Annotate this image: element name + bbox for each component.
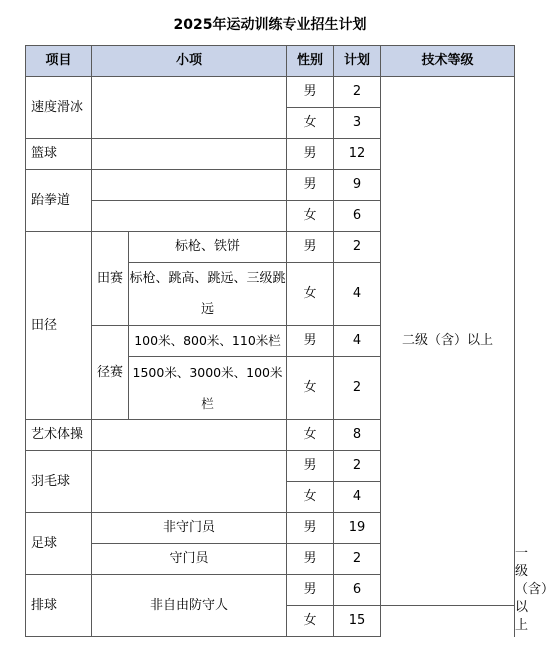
subitem-cell: 非自由防守人 <box>92 575 287 637</box>
header-level: 技术等级 <box>381 46 515 77</box>
subitem-empty <box>92 139 287 170</box>
enrollment-table <box>25 45 554 637</box>
plan-cell: 12 <box>334 139 381 170</box>
gender-cell: 女 <box>287 606 334 637</box>
header-gender: 性别 <box>287 46 334 77</box>
gender-cell: 男 <box>287 232 334 263</box>
plan-cell: 9 <box>334 170 381 201</box>
plan-cell: 2 <box>334 451 381 482</box>
item-speed-skating: 速度滑冰 <box>26 77 92 139</box>
gender-cell: 女 <box>287 482 334 513</box>
header-plan: 计划 <box>334 46 381 77</box>
item-badminton: 羽毛球 <box>26 451 92 513</box>
page-title: 2025年运动训练专业招生计划 <box>173 17 367 33</box>
gender-cell: 男 <box>287 575 334 606</box>
plan-cell: 3 <box>334 108 381 139</box>
plan-cell: 2 <box>334 77 381 108</box>
gender-cell: 女 <box>287 357 334 420</box>
gender-cell: 男 <box>287 326 334 357</box>
gender-cell: 女 <box>287 420 334 451</box>
plan-cell: 4 <box>334 482 381 513</box>
subitem-cell: 100米、800米、110米栏 <box>129 326 287 357</box>
gender-cell: 男 <box>287 451 334 482</box>
plan-cell: 8 <box>334 420 381 451</box>
gender-cell: 男 <box>287 513 334 544</box>
athletics-field-label: 田赛 <box>92 232 129 326</box>
subitem-empty <box>92 77 287 139</box>
gender-cell: 女 <box>287 201 334 232</box>
gender-cell: 女 <box>287 263 334 326</box>
subitem-empty <box>92 420 287 451</box>
subitem-cell: 非守门员 <box>92 513 287 544</box>
item-gymnastics: 艺术体操 <box>26 420 92 451</box>
item-volleyball: 排球 <box>26 575 92 637</box>
gender-cell: 男 <box>287 77 334 108</box>
gender-cell: 女 <box>287 108 334 139</box>
plan-cell: 2 <box>334 357 381 420</box>
subitem-cell: 标枪、跳高、跳远、三级跳远 <box>129 263 287 326</box>
table-row: 守门员 男 2 一级（含）以上 <box>26 544 515 575</box>
plan-cell: 15 <box>334 606 381 637</box>
header-subitem: 小项 <box>92 46 287 77</box>
header-item: 项目 <box>26 46 92 77</box>
gender-cell: 男 <box>287 139 334 170</box>
plan-cell: 6 <box>334 201 381 232</box>
item-football: 足球 <box>26 513 92 575</box>
level-group1: 二级（含）以上 <box>381 77 515 606</box>
gender-cell: 男 <box>287 170 334 201</box>
gender-cell: 男 <box>287 544 334 575</box>
plan-cell: 6 <box>334 575 381 606</box>
plan-cell: 2 <box>334 232 381 263</box>
item-taekwondo: 跆拳道 <box>26 170 92 232</box>
subitem-cell: 1500米、3000米、100米栏 <box>129 357 287 420</box>
plan-cell: 2 <box>334 544 381 575</box>
table-header-row <box>26 46 515 77</box>
subitem-cell: 标枪、铁饼 <box>129 232 287 263</box>
item-athletics: 田径 <box>26 232 92 420</box>
item-basketball: 篮球 <box>26 139 92 170</box>
subitem-empty <box>92 451 287 513</box>
athletics-track-label: 径赛 <box>92 326 129 420</box>
subitem-cell: 守门员 <box>92 544 287 575</box>
plan-cell: 19 <box>334 513 381 544</box>
table-row <box>26 77 515 108</box>
plan-cell: 4 <box>334 326 381 357</box>
plan-cell: 4 <box>334 263 381 326</box>
subitem-empty <box>92 170 287 201</box>
subitem-empty <box>92 201 287 232</box>
